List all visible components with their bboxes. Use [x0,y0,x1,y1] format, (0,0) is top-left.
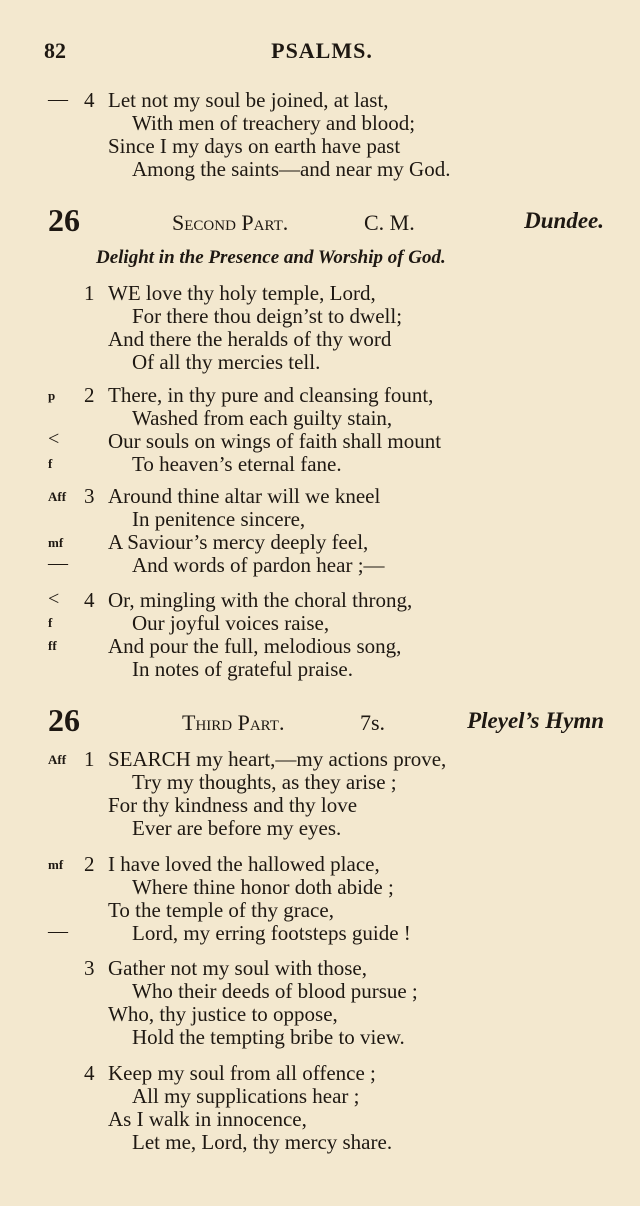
part-label: Second Part. [172,210,289,235]
dynamic-mark: mf [48,535,64,550]
part-label: Third Part. [182,710,285,735]
stanza-number: 1 [84,747,95,771]
verse-line: Around thine altar will we kneel [108,484,381,508]
verse-line: Who, thy justice to oppose, [108,1002,338,1026]
verse-line: Since I my days on earth have past [108,134,401,158]
dynamic-mark: ff [48,638,57,653]
verse-line: To the temple of thy grace, [108,898,334,922]
dynamic-mark: — [48,88,68,110]
verse-line: Or, mingling with the choral throng, [108,588,413,612]
verse-line: And pour the full, melodious song, [108,634,402,658]
verse-line: For thy kindness and thy love [108,793,358,817]
hymn-heading-third-part [48,702,604,742]
verse-line: Keep my soul from all offence ; [108,1061,376,1085]
verse-line: With men of treachery and blood; [132,111,416,135]
verse-line: Our joyful voices raise, [132,611,330,635]
verse-line: And words of pardon hear ;— [132,553,385,577]
verse-line: Lord, my erring footsteps guide ! [132,921,411,945]
verse-line: In penitence sincere, [132,507,306,531]
verse-line: There, in thy pure and cleansing fount, [108,383,434,407]
meter-label: C. M. [364,210,415,235]
verse-line: Let me, Lord, thy mercy share. [132,1130,393,1154]
verse-line: For there thou deign’st to dwell; [132,304,403,328]
running-title: PSALMS. [271,38,373,63]
verse-line: Our souls on wings of faith shall mount [108,429,442,453]
verse-line: Among the saints—and near my God. [132,157,451,181]
verse-line: Gather not my soul with those, [108,956,367,980]
stanza-number: 2 [84,383,95,407]
dynamic-mark: Aff [48,489,67,504]
tune-name: Dundee. [524,208,604,233]
dynamic-mark: f [48,456,53,471]
verse-line: As I walk in innocence, [108,1107,307,1131]
verse-line: A Saviour’s mercy deeply feel, [108,530,369,554]
verse-line: All my supplications hear ; [132,1084,360,1108]
hymn-number: 26 [48,202,80,238]
verse-line: Hold the tempting bribe to view. [132,1025,405,1049]
verse-line: Who their deeds of blood pursue ; [132,979,418,1003]
verse-line: Ever are before my eyes. [132,816,342,840]
stanza-number: 1 [84,281,95,305]
page-number: 82 [44,38,66,63]
hymn-subtitle: Delight in the Presence and Worship of God. [96,247,446,268]
dynamic-mark: < [48,428,60,450]
stanza-number: 3 [84,956,95,980]
dynamic-mark: < [48,588,60,610]
hymn-number: 26 [48,702,80,738]
tune-name: Pleyel’s Hymn [467,708,604,733]
stanza-number: 4 [84,1061,95,1085]
dynamic-mark: p [48,388,56,403]
dynamic-mark: f [48,615,53,630]
verse-line: Of all thy mercies tell. [132,350,321,374]
page-header [44,38,600,68]
dynamic-mark: Aff [48,752,67,767]
verse-line: Where thine honor doth abide ; [132,875,394,899]
verse-line: Washed from each guilty stain, [132,406,393,430]
stanza-number: 3 [84,484,95,508]
dynamic-mark: — [48,552,68,574]
verse-line: Try my thoughts, as they arise ; [132,770,397,794]
hymn-heading-second-part [48,202,604,242]
verse-line: I have loved the hallowed place, [108,852,380,876]
verse-line: In notes of grateful praise. [132,657,354,681]
meter-label: 7s. [360,710,386,735]
verse-line: And there the heralds of thy word [108,327,392,351]
stanza-number: 4 [84,588,95,612]
verse-line: WE love thy holy temple, Lord, [108,281,376,305]
dynamic-mark: mf [48,857,64,872]
dynamic-mark: — [48,920,68,942]
verse-line: SEARCH my heart,—my actions prove, [108,747,447,771]
verse-line: Let not my soul be joined, at last, [108,88,389,112]
stanza-number: 4 [84,88,95,112]
stanza-number: 2 [84,852,95,876]
verse-line: To heaven’s eternal fane. [132,452,342,476]
